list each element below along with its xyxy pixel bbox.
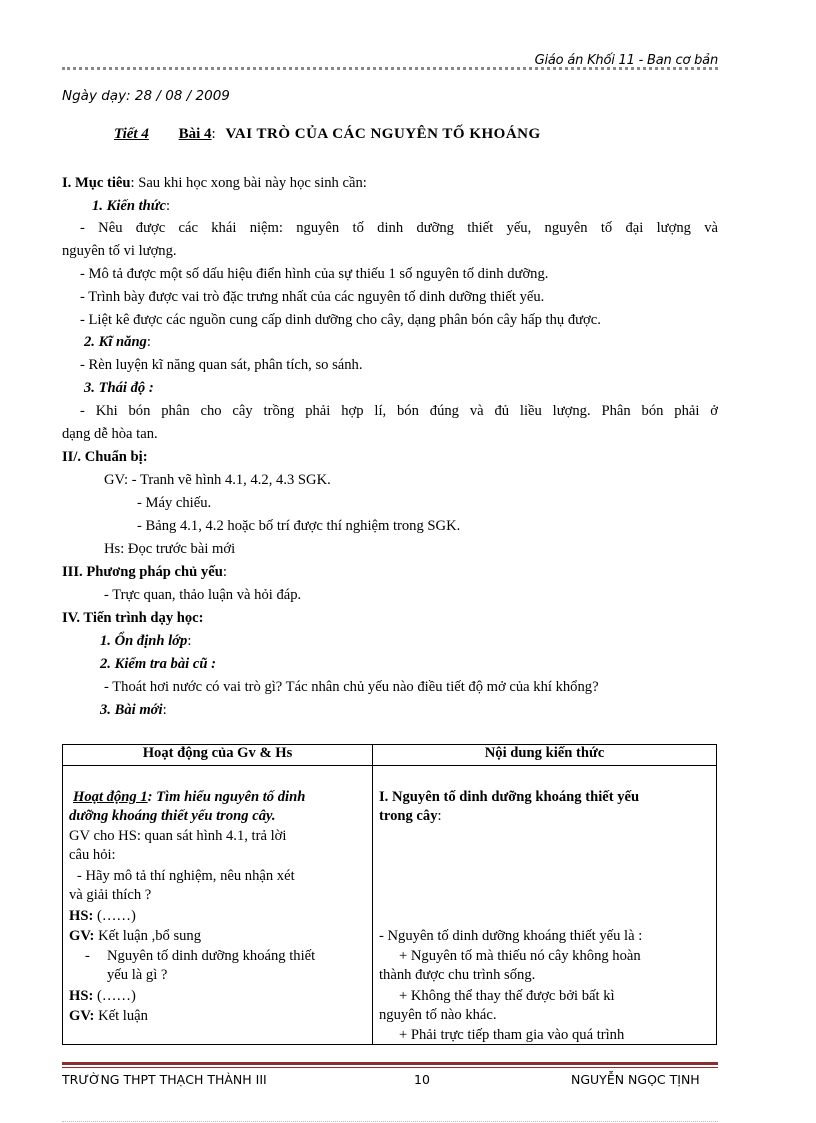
step-stabilize: 1. Ổn định lớp: <box>100 633 192 649</box>
activity-line: và giải thích ? <box>69 887 152 903</box>
section-procedure: IV. Tiến trình dạy học: <box>62 610 204 626</box>
subheading-knowledge: 1. Kiến thức: <box>92 198 171 214</box>
content-line: + Nguyên tố mà thiếu nó cây không hoàn <box>399 948 641 964</box>
step-new-lesson: 3. Bài mới: <box>100 702 167 718</box>
header-divider <box>62 67 718 70</box>
activity-line: GV cho HS: quan sát hình 4.1, trả lời <box>69 828 287 844</box>
knowledge-item: - Trình bày được vai trò đặc trưng nhất của các nguyên tố dinh dưỡng thiết yếu. <box>80 289 545 305</box>
activity-line: HS: (……) <box>69 988 136 1004</box>
subheading-attitude: 3. Thái độ : <box>84 380 154 396</box>
knowledge-item: - Liệt kê được các nguồn cung cấp dinh dưỡng cho cây, dạng phân bón cây hấp thụ được. <box>80 312 601 328</box>
page-header: Giáo án Khối 11 - Ban cơ bản <box>534 53 718 68</box>
content-line: thành được chu trình sống. <box>379 967 536 983</box>
content-line: - Nguyên tố dinh dưỡng khoáng thiết yếu là : <box>379 928 643 944</box>
gv-item: GV: - Tranh vẽ hình 4.1, 4.2, 4.3 SGK. <box>104 472 331 488</box>
footer-author: NGUYỄN NGỌC TỊNH <box>571 1072 700 1087</box>
activity-line: câu hỏi: <box>69 847 116 863</box>
lesson-name: VAI TRÒ CỦA CÁC NGUYÊN TỐ KHOÁNG <box>225 126 541 142</box>
activity-line: - Hãy mô tả thí nghiệm, nêu nhận xét <box>77 868 295 884</box>
table-header: Hoạt động của Gv & Hs <box>63 745 373 766</box>
gv-item: - Máy chiếu. <box>137 495 212 511</box>
hs-item: Hs: Đọc trước bài mới <box>104 541 236 557</box>
review-question: - Thoát hơi nước có vai trò gì? Tác nhân chủ yếu nào điều tiết độ mở của khí khổng? <box>104 679 599 695</box>
section-heading: I. Mục tiêu <box>62 175 131 191</box>
content-cell <box>373 766 717 1045</box>
period-label: Tiết 4 <box>114 126 149 142</box>
skills-item: - Rèn luyện kĩ năng quan sát, phân tích, so sánh. <box>80 357 363 373</box>
content-line: + Phải trực tiếp tham gia vào quá trình <box>399 1027 625 1043</box>
knowledge-item: - Mô tả được một số dấu hiệu điển hình của sự thiếu 1 số nguyên tố dinh dưỡng. <box>80 266 549 282</box>
step-review: 2. Kiểm tra bài cũ : <box>100 656 216 672</box>
bottom-dotted-rule <box>62 1121 718 1122</box>
activity-line: GV: Kết luận <box>69 1008 148 1024</box>
content-line: + Không thể thay thế được bởi bất kì <box>399 988 615 1004</box>
lesson-title: Tiết 4 Bài 4: VAI TRÒ CỦA CÁC NGUYÊN TỐ KHOÁNG <box>114 126 541 142</box>
activity-title: Hoạt động 1: Tìm hiểu nguyên tố dinh <box>73 789 306 805</box>
gv-item: - Bảng 4.1, 4.2 hoặc bố trí được thí nghiệm trong SGK. <box>137 518 461 534</box>
content-heading: I. Nguyên tố dinh dưỡng khoáng thiết yếu <box>379 789 640 805</box>
footer-divider <box>62 1062 718 1065</box>
footer-school: TRƯỜNG THPT THẠCH THÀNH III <box>62 1072 267 1087</box>
lesson-number: Bài 4 <box>178 126 212 142</box>
activity-cell <box>63 766 373 1045</box>
activity-line: GV: Kết luận ,bổ sung <box>69 928 202 944</box>
knowledge-item: - Nêu được các khái niệm: nguyên tố dinh dưỡng thiết yếu, nguyên tố đại lượng và <box>80 220 718 236</box>
attitude-item: dạng dễ hòa tan. <box>62 426 158 442</box>
content-heading: trong cây: <box>379 808 442 824</box>
methods-item: - Trực quan, thảo luận và hỏi đáp. <box>104 587 302 603</box>
section-preparation: II/. Chuẩn bị: <box>62 449 148 465</box>
content-line: nguyên tố nào khác. <box>379 1007 497 1023</box>
footer-divider <box>62 1067 718 1068</box>
table-header: Nội dung kiến thức <box>373 745 717 766</box>
activity-line: HS: (……) <box>69 908 136 924</box>
activity-title: dưỡng khoáng thiết yếu trong cây. <box>69 808 276 824</box>
lesson-table <box>62 744 717 1045</box>
section-methods: III. Phương pháp chủ yếu: <box>62 564 227 580</box>
subheading-skills: 2. Kĩ năng: <box>84 334 151 350</box>
section-objectives: I. Mục tiêu: Sau khi học xong bài này học sinh cần: <box>62 175 367 191</box>
activity-line: - <box>85 948 90 964</box>
lesson-date: Ngày dạy: 28 / 08 / 2009 <box>62 88 230 104</box>
activity-line: yếu là gì ? <box>107 967 168 983</box>
page-number: 10 <box>414 1072 430 1087</box>
attitude-item: - Khi bón phân cho cây trồng phải hợp lí, bón đúng và đủ liều lượng. Phân bón phải ở <box>80 403 718 419</box>
activity-line: Nguyên tố dinh dưỡng khoáng thiết <box>107 948 316 964</box>
knowledge-item: nguyên tố vi lượng. <box>62 243 177 259</box>
